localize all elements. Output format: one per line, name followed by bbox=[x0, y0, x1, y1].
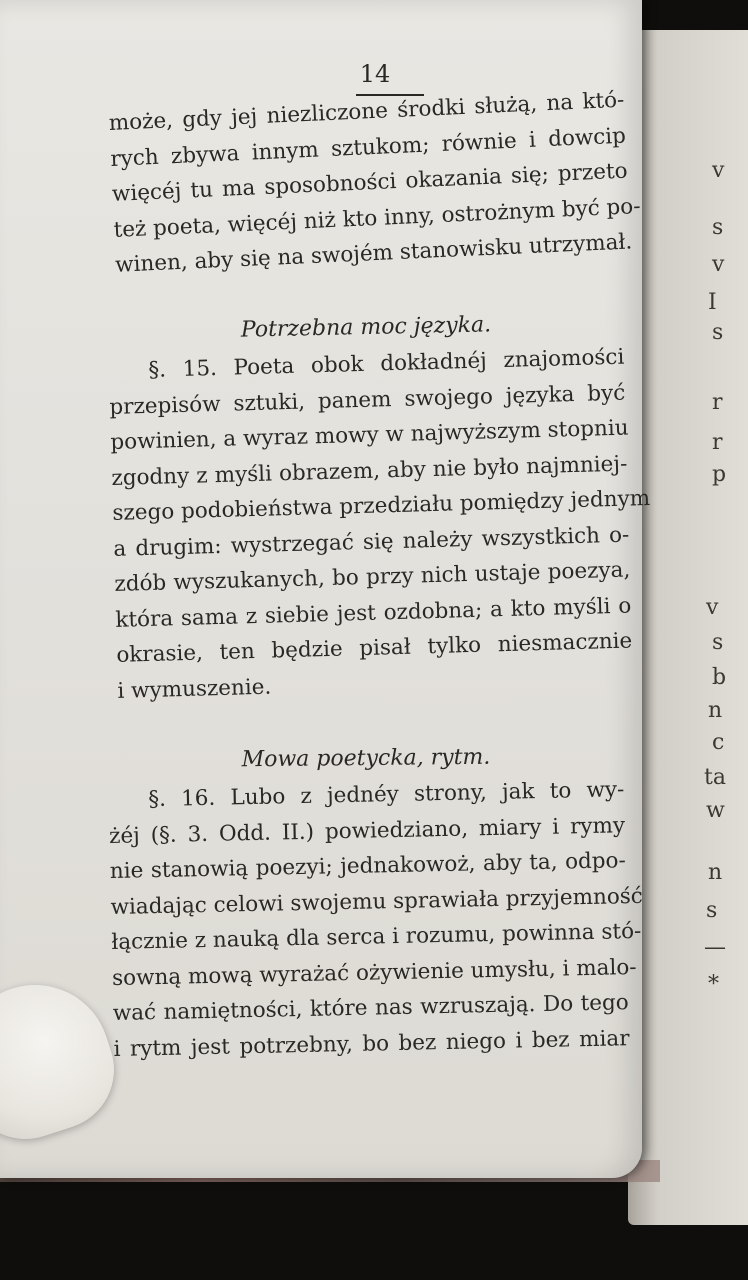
next-page-glyph: v bbox=[706, 595, 719, 620]
next-page-glyph: ta bbox=[704, 765, 726, 790]
text-line: §. 15. Poeta obok dokładnéj znajomości bbox=[148, 344, 625, 383]
text-line: może, gdy jej niezliczone środki służą, na któ- bbox=[108, 87, 625, 136]
page-text-area bbox=[108, 58, 651, 1067]
next-page-glyph: b bbox=[712, 665, 727, 690]
text-line: zgodny z myśli obrazem, aby nie było najmniej- bbox=[111, 450, 628, 490]
section-15-paragraph bbox=[108, 339, 651, 708]
next-page-glyph: s bbox=[712, 320, 724, 345]
next-page-edge bbox=[628, 30, 748, 1225]
next-page-glyph: v bbox=[712, 252, 725, 277]
section-heading: Potrzebna moc języka. bbox=[240, 311, 492, 343]
text-line: okrasie, ten będzie pisał tylko niesmacznie bbox=[116, 627, 633, 668]
next-page-glyph: * bbox=[708, 972, 719, 997]
text-line: wiadając celowi swojemu sprawiała przyjemność bbox=[110, 882, 644, 919]
text-line: nie stanowią poezyi; jednakowoż, aby ta, odpo- bbox=[109, 847, 627, 884]
text-line: która sama z siebie jest ozdobna; a kto myśli o bbox=[115, 592, 632, 632]
intro-paragraph bbox=[108, 83, 642, 284]
next-page-glyph: n bbox=[708, 860, 723, 885]
next-page-glyph: p bbox=[712, 462, 727, 487]
text-line: rych zbywa innym sztukom; równie i dowcip bbox=[109, 123, 627, 172]
text-line: szego podobieństwa przedziału pomiędzy jednym bbox=[112, 485, 651, 526]
next-page-glyph: I bbox=[708, 290, 717, 315]
next-page-glyph: r bbox=[712, 390, 723, 415]
next-page-glyph: — bbox=[704, 935, 726, 960]
next-page-glyph: n bbox=[708, 698, 723, 723]
next-page-glyph: v bbox=[712, 158, 725, 183]
next-page-glyph: c bbox=[712, 730, 725, 755]
page-number: 14 bbox=[359, 60, 391, 88]
text-line: i wymuszenie. bbox=[117, 673, 272, 703]
text-line: żéj (§. 3. Odd. II.) powiedziano, miary i rymy bbox=[108, 812, 626, 848]
next-page-glyph: w bbox=[706, 798, 725, 823]
section-heading: Mowa poetycka, rytm. bbox=[241, 744, 491, 772]
next-page-glyph: s bbox=[712, 630, 724, 655]
text-line: sowną mową wyrażać ożywienie umysłu, i malo- bbox=[111, 953, 637, 990]
section-16-paragraph bbox=[108, 772, 644, 1067]
next-page-glyph: s bbox=[706, 898, 718, 923]
text-line: i rytm jest potrzebny, bo bez niego i bez miar bbox=[113, 1025, 630, 1061]
text-line: wać namiętności, które nas wzruszają. Do tego bbox=[112, 989, 629, 1026]
next-page-glyph: s bbox=[712, 215, 724, 240]
text-line: przepisów sztuki, panem swojego języka być bbox=[109, 379, 626, 419]
text-line: winen, aby się na swojém stanowisku utrzymał. bbox=[114, 229, 633, 278]
text-line: §. 16. Lubo z jednéy strony, jak to wy- bbox=[148, 776, 625, 812]
text-line: łącznie z nauką dla serca i rozumu, powinna stó- bbox=[111, 918, 642, 955]
text-line: zdób wyszukanych, bo przy nich ustaje poezya, bbox=[114, 557, 631, 597]
next-page-glyph: r bbox=[712, 430, 723, 455]
text-line: powinien, a wyraz mowy w najwyższym stopniu bbox=[110, 414, 629, 455]
text-line: więcéj tu ma sposobności okazania się; przeto bbox=[111, 158, 629, 207]
text-line: też poeta, więcéj niż kto inny, ostrożnym być po- bbox=[113, 193, 642, 243]
text-line: a drugim: wystrzegać się należy wszystkich o- bbox=[113, 521, 630, 561]
